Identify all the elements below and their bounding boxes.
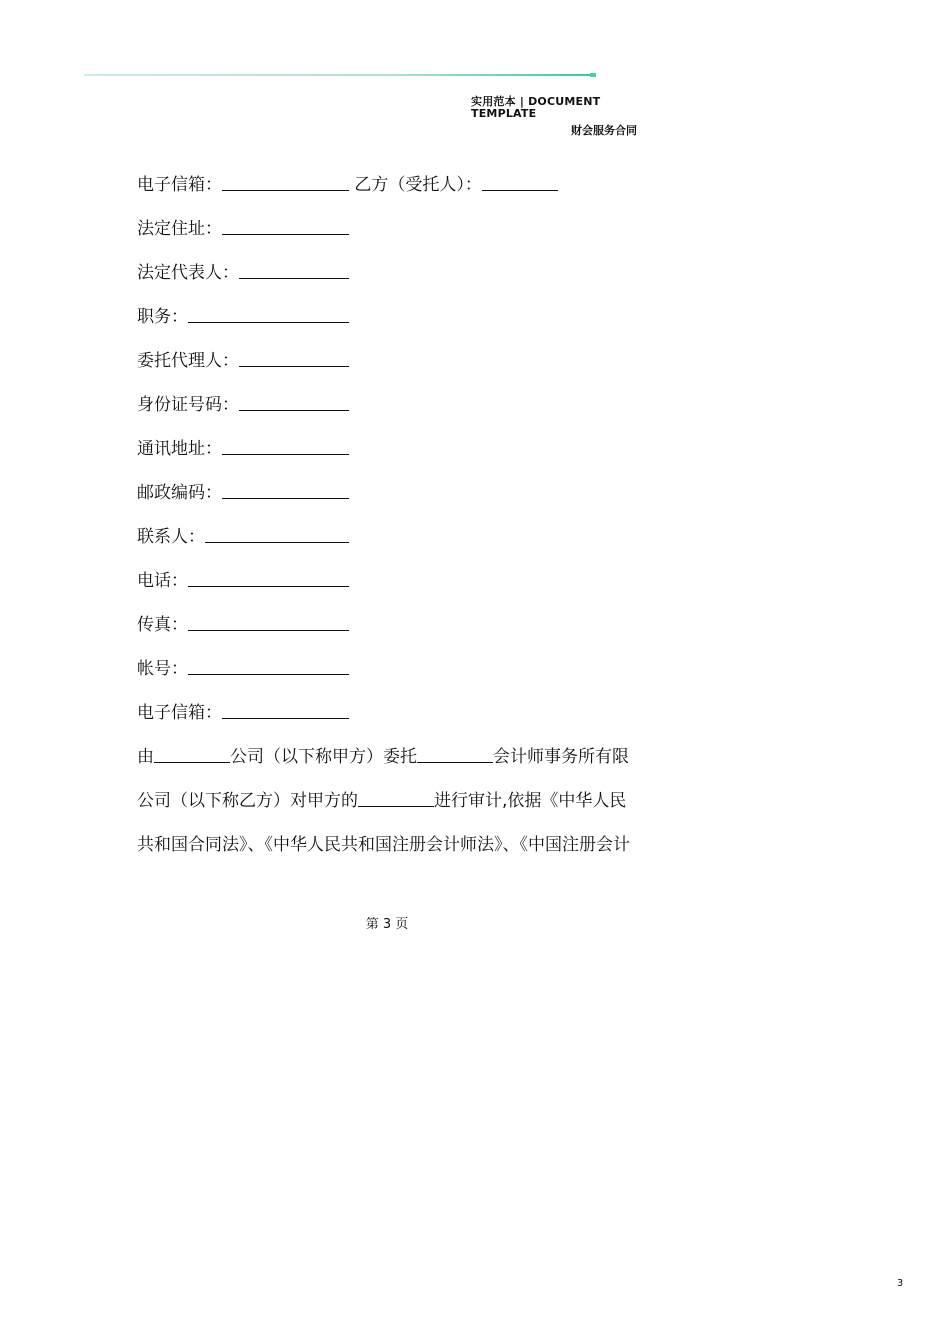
fill-in-blank — [239, 390, 349, 411]
fill-in-blank — [239, 258, 349, 279]
field-label: 联系人： — [137, 527, 205, 547]
fill-in-blank — [188, 654, 349, 675]
paragraph-text: 公司（以下称乙方）对甲方的 — [137, 791, 358, 811]
field-label: 身份证号码： — [137, 395, 239, 415]
fill-in-blank — [205, 522, 349, 543]
fill-in-blank — [188, 610, 349, 631]
field-label: 电话： — [137, 571, 188, 591]
fill-in-blank — [222, 434, 349, 455]
field-row-postcode — [137, 478, 657, 522]
fill-in-blank — [188, 566, 349, 587]
field-row-mail-address — [137, 434, 657, 478]
field-label: 法定住址： — [137, 219, 222, 239]
paragraph-line — [137, 742, 657, 786]
field-label: 职务： — [137, 307, 188, 327]
paragraph-text: 会计师事务所有限 — [493, 747, 629, 767]
fill-in-blank — [188, 302, 349, 323]
header-rule-accent — [590, 73, 596, 77]
field-label: 通讯地址： — [137, 439, 222, 459]
field-label: 法定代表人： — [137, 263, 239, 283]
field-label: 委托代理人： — [137, 351, 239, 371]
field-row-legal-rep — [137, 258, 657, 302]
header-rule — [84, 74, 594, 76]
field-row-id-number — [137, 390, 657, 434]
document-title: 财会服务合同 — [571, 124, 637, 137]
fill-in-blank — [222, 170, 349, 191]
page-number: 3 — [896, 1278, 904, 1289]
document-body — [137, 170, 657, 874]
field-row-account — [137, 654, 657, 698]
paragraph-line — [137, 786, 657, 830]
field-row-contact — [137, 522, 657, 566]
field-label: 电子信箱： — [137, 703, 222, 723]
field-row-position — [137, 302, 657, 346]
field-label: 电子信箱： — [137, 175, 222, 195]
field-label: 传真： — [137, 615, 188, 635]
fill-in-blank — [417, 742, 493, 763]
paragraph-text: 公司（以下称甲方）委托 — [230, 747, 417, 767]
fill-in-blank — [222, 478, 349, 499]
paragraph-text: 由 — [137, 747, 154, 767]
paragraph-text: 共和国合同法》、《中华人民共和国注册会计师法》、《中国注册会计 — [137, 835, 630, 855]
fill-in-blank — [358, 786, 434, 807]
paragraph-line — [137, 830, 657, 874]
field-label: 帐号： — [137, 659, 188, 679]
page-label: 第 3 页 — [365, 917, 409, 932]
field-row-fax — [137, 610, 657, 654]
fill-in-blank — [222, 214, 349, 235]
field-label-party-b: 乙方（受托人）： — [354, 175, 482, 195]
fill-in-blank — [222, 698, 349, 719]
paragraph-text: 进行审计,依据《中华人民 — [434, 791, 627, 811]
field-row-address — [137, 214, 657, 258]
field-row-email-a — [137, 170, 657, 214]
fill-in-blank — [239, 346, 349, 367]
field-label: 邮政编码： — [137, 483, 222, 503]
field-row-agent — [137, 346, 657, 390]
fill-in-blank — [154, 742, 230, 763]
field-row-phone — [137, 566, 657, 610]
field-row-email-b — [137, 698, 657, 742]
header-label: 实用范本 | DOCUMENT TEMPLATE — [471, 95, 601, 120]
fill-in-blank — [482, 170, 558, 191]
